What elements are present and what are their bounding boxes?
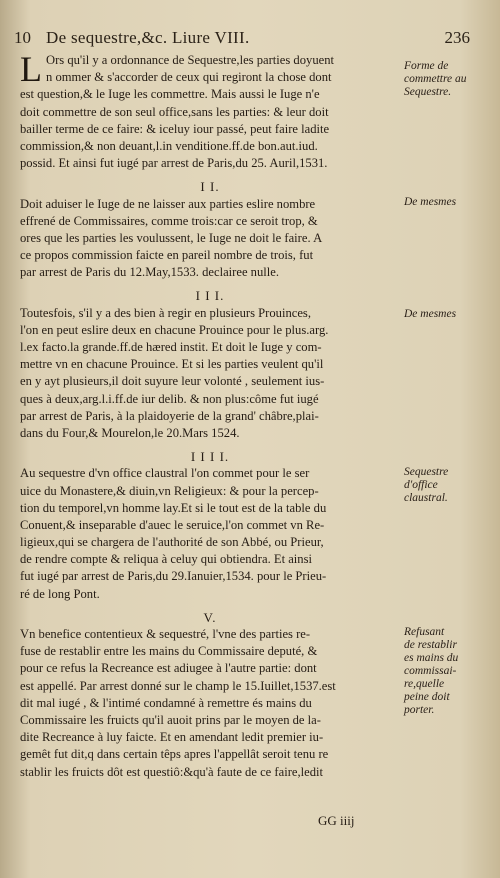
text-line: stablir les fruicts dôt est questiô:&qu'à faute de ce faire,ledit (20, 764, 324, 779)
footer (318, 813, 354, 829)
text-line: par arrest de Paris du 12.May,1533. declairee nulle. (20, 265, 280, 280)
section-numeral: I I. (200, 179, 220, 195)
margin-note-2 (404, 196, 496, 209)
text-line: Commissaire les fruicts qu'il auoit prins par le moyen de la- (20, 712, 321, 727)
text-line: doit commettre de son seul office,sans les parties: & leur doit (20, 104, 329, 119)
text-line: est question,& le Iuge les commettre. Mais aussi le Iuge n'e (20, 87, 320, 102)
margin-note-4 (404, 466, 496, 505)
margin-note-line: peine doit (404, 691, 450, 704)
folio-number: 10 (14, 28, 31, 47)
text-line-content: Ors qu'il y a ordonnance de Sequestre,les parties doyuent (46, 53, 334, 67)
margin-note-line: es mains du (404, 652, 459, 665)
text-line: dit mal iugé , & l'intimé condamné à remettre és mains du (20, 695, 312, 710)
text-line: dans du Four,& Mourelon,le 20.Mars 1524. (20, 425, 240, 440)
text-line: en y ayt plusieurs,il doit suyure leur volonté , seulement ius- (20, 374, 325, 389)
main-text-column (20, 49, 400, 781)
text-line: l.ex facto.la grande.ff.de hæred instit. Et doit le Iuge y com- (20, 340, 322, 355)
text-line: gemêt fut dit,q dans certain têps apres l'appellât seroit tenu re (20, 747, 329, 762)
signature-mark: GG (318, 813, 337, 828)
text-line: n ommer & s'accorder de ceux qui regiront la chose dont (46, 70, 332, 85)
margin-note-5 (404, 626, 496, 717)
text-line: uice du Monastere,& diuin,vn Religieux: & pour la percep- (20, 483, 319, 498)
margin-note-line: De mesmes (404, 307, 457, 320)
text-line: ores que les parties les voulussent, le Iuge ne doit le faire. A (20, 230, 323, 245)
margin-note-line: commissai- (404, 665, 457, 678)
text-line: Conuent,& inseparable d'auec le seruice,l'on commet vn Re- (20, 517, 325, 532)
running-title: De sequestre,&c. Liure VIII. (46, 28, 250, 47)
text-line: Vn benefice contentieux & sequestré, l'vne des parties re- (20, 627, 311, 642)
text-line: effrené de Commissaires, comme trois:car ce seroit trop, & (20, 213, 318, 228)
text-line: pour ce refus la Recreance est adiugee à l'autre partie: dont (20, 661, 317, 676)
margin-note-line: re,quelle (404, 678, 445, 691)
margin-note-line: commettre au (404, 73, 467, 85)
text-line: fut iugé par arrest de Paris,du 29.Ianuier,1534. pour le Prieu- (20, 569, 327, 584)
text-line: Toutesfois, s'il y a des bien à regir en plusieurs Prouinces, (20, 305, 311, 320)
margin-note-line: Forme de (404, 60, 449, 72)
section-5 (20, 609, 400, 781)
section-2 (20, 178, 400, 287)
text-line: est appellé. Par arrest donné sur le champ le 15.Iuillet,1537.est (20, 678, 336, 693)
text-line: fuse de restablir entre les mains du Commissaire deputé, & (20, 644, 318, 659)
margin-note-line: Refusant (404, 626, 445, 639)
text-line: tion du temporel,vn homme lay.Et si le tout est de la table du (20, 500, 327, 515)
margin-note-line: d'office (404, 478, 438, 491)
text-line: Doit aduiser le Iuge de ne laisser aux parties eslire nombre (20, 196, 316, 211)
text-line: de rendre compte & reliqua à celuy qui obtiendra. Et ainsi (20, 552, 312, 567)
margin-note-line: claustral. (404, 491, 448, 504)
text-line: mettre vn en chacune Prouince. Et si les parties veulent qu'il (20, 357, 324, 372)
margin-note-line: de restablir (404, 639, 457, 652)
margin-note-3 (404, 308, 496, 321)
section-numeral: I I I. (195, 288, 225, 304)
text-line: dite Recreance à luy faicte. Et en amendant ledit premier iu- (20, 730, 324, 745)
drop-capital: L (20, 49, 42, 89)
page-number: 236 (444, 28, 470, 47)
section-1 (20, 49, 400, 178)
text-line: ques à deux,arg.l.i.ff.de iur delib. & non plus:côme fut iugé (20, 391, 319, 406)
section-numeral: I I I I. (190, 449, 230, 465)
catchword-text: iiij (340, 813, 355, 828)
text-line: ré de long Pont. (20, 586, 100, 601)
text-line: bailler terme de ce faire: & iceluy iour passé, peut faire ladite (20, 121, 330, 136)
section-3 (20, 287, 400, 448)
section-numeral: V. (203, 609, 217, 625)
margin-note-line: Sequestre (404, 465, 449, 478)
text-line: ligieux,qui se chargera de l'authorité de son Abbé, ou Prieur, (20, 535, 324, 550)
text-line: possid. Et ainsi fut iugé par arrest de Paris,du 25. Auril,1531. (20, 156, 328, 171)
text-line: Au sequestre d'vn office claustral l'on commet pour le ser (20, 466, 310, 481)
margin-note-line: De mesmes (404, 195, 457, 208)
page-header (14, 28, 484, 50)
section-4 (20, 448, 400, 609)
text-line: commission,& non deuant,l.in venditione.ff.de bon.aut.iud. (20, 138, 318, 153)
text-line: l'on en peut eslire deux en chacune Prouince pour le plus.arg. (20, 322, 329, 337)
margin-note-line: Sequestre. (404, 86, 452, 98)
margin-note-line: porter. (404, 704, 435, 717)
text-line: par arrest de Paris, à la plaidoyerie de la grand' châbre,plai- (20, 408, 319, 423)
margin-note-1 (404, 60, 496, 99)
text-line: ce propos commission faicte en pareil nombre de trois, fut (20, 248, 314, 263)
